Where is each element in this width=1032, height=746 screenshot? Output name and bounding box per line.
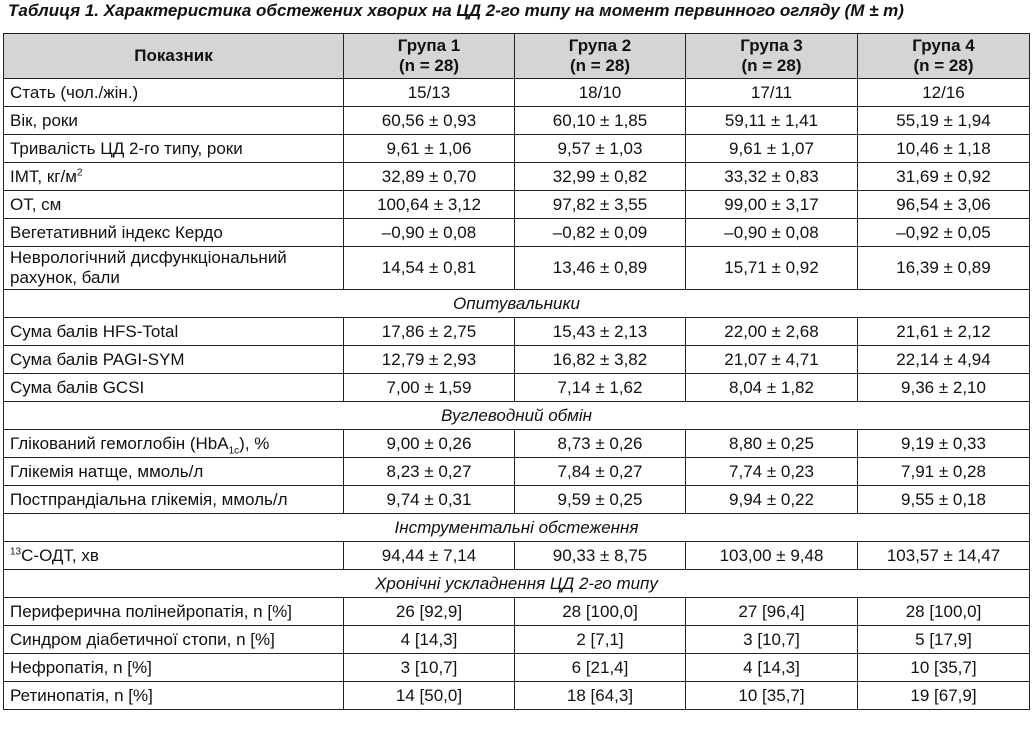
cell-value: 9,19 ± 0,33 [858, 430, 1030, 458]
row-label: Стать (чол./жін.) [4, 79, 344, 107]
header-group-4 [858, 34, 1030, 79]
row-label: Сума балів HFS-Total [4, 318, 344, 346]
header-group-n: (n = 28) [913, 56, 974, 75]
section-row-complications [4, 570, 1030, 598]
section-title: Інструментальні обстеження [4, 514, 1030, 542]
table-row-nephropathy [4, 654, 1030, 682]
row-label: Глікемія натще, ммоль/л [4, 458, 344, 486]
cell-value: 26 [92,9] [344, 598, 515, 626]
cell-value: –0,90 ± 0,08 [344, 219, 515, 247]
cell-value: 2 [7,1] [515, 626, 686, 654]
header-group-1 [344, 34, 515, 79]
cell-value: 97,82 ± 3,55 [515, 191, 686, 219]
table-row-polyneuropathy [4, 598, 1030, 626]
cell-value: 28 [100,0] [515, 598, 686, 626]
row-label [4, 430, 344, 458]
table-row-hfs [4, 318, 1030, 346]
cell-value: 17/11 [686, 79, 858, 107]
row-label: Синдром діабетичної стопи, n [%] [4, 626, 344, 654]
cell-value: 99,00 ± 3,17 [686, 191, 858, 219]
section-title: Хронічні ускладнення ЦД 2-го типу [4, 570, 1030, 598]
cell-value: 31,69 ± 0,92 [858, 163, 1030, 191]
cell-value: 3 [10,7] [344, 654, 515, 682]
cell-value: –0,82 ± 0,09 [515, 219, 686, 247]
section-title: Вуглеводний обмін [4, 402, 1030, 430]
cell-value: 7,74 ± 0,23 [686, 458, 858, 486]
table-row-bmi [4, 163, 1030, 191]
cell-value: 94,44 ± 7,14 [344, 542, 515, 570]
table-row-hba1c [4, 430, 1030, 458]
cell-value: 12/16 [858, 79, 1030, 107]
cell-value: 9,61 ± 1,06 [344, 135, 515, 163]
header-group-name: Група 2 [568, 36, 632, 55]
row-label: Тривалість ЦД 2-го типу, роки [4, 135, 344, 163]
row-label-line1: Неврологічний дисфункціональний [10, 248, 287, 267]
cell-value: 7,84 ± 0,27 [515, 458, 686, 486]
cell-value: 59,11 ± 1,41 [686, 107, 858, 135]
cell-value: 8,80 ± 0,25 [686, 430, 858, 458]
cell-value: 6 [21,4] [515, 654, 686, 682]
cell-value: 16,82 ± 3,82 [515, 346, 686, 374]
cell-value: 9,59 ± 0,25 [515, 486, 686, 514]
cell-value: 17,86 ± 2,75 [344, 318, 515, 346]
table-header-row [4, 34, 1030, 79]
row-label [4, 247, 344, 290]
cell-value: 7,91 ± 0,28 [858, 458, 1030, 486]
cell-value: 5 [17,9] [858, 626, 1030, 654]
cell-value: 9,55 ± 0,18 [858, 486, 1030, 514]
row-label-subscript: 1c [228, 444, 240, 456]
table-row-duration [4, 135, 1030, 163]
row-label: Сума балів GCSI [4, 374, 344, 402]
header-group-name: Група 1 [397, 36, 461, 55]
row-label-text-end: ), % [239, 433, 270, 453]
row-label-text: С-ОДТ, хв [21, 545, 99, 565]
cell-value: –0,90 ± 0,08 [686, 219, 858, 247]
table-row-kerdo [4, 219, 1030, 247]
cell-value: 55,19 ± 1,94 [858, 107, 1030, 135]
cell-value: 3 [10,7] [686, 626, 858, 654]
cell-value: 33,32 ± 0,83 [686, 163, 858, 191]
table-caption: Таблиця 1. Характеристика обстежених хворих на ЦД 2-го типу на момент первинного огляду (M ± m) [8, 1, 904, 20]
cell-value: 15,43 ± 2,13 [515, 318, 686, 346]
cell-value: 103,00 ± 9,48 [686, 542, 858, 570]
header-group-n: (n = 28) [741, 56, 802, 75]
row-label: Сума балів PAGI-SYM [4, 346, 344, 374]
cell-value: 13,46 ± 0,89 [515, 247, 686, 290]
row-label: Вік, роки [4, 107, 344, 135]
cell-value: 16,39 ± 0,89 [858, 247, 1030, 290]
cell-value: 10 [35,7] [858, 654, 1030, 682]
cell-value: 15,71 ± 0,92 [686, 247, 858, 290]
header-group-n: (n = 28) [399, 56, 459, 75]
row-label: Нефропатія, n [%] [4, 654, 344, 682]
section-row-carb [4, 402, 1030, 430]
cell-value: 15/13 [344, 79, 515, 107]
cell-value: 14 [50,0] [344, 682, 515, 710]
cell-value: 22,00 ± 2,68 [686, 318, 858, 346]
cell-value: 22,14 ± 4,94 [858, 346, 1030, 374]
table-row-breath-test [4, 542, 1030, 570]
table-row-waist [4, 191, 1030, 219]
cell-value: 4 [14,3] [344, 626, 515, 654]
table-row-pagi [4, 346, 1030, 374]
cell-value: 12,79 ± 2,93 [344, 346, 515, 374]
cell-value: 9,36 ± 2,10 [858, 374, 1030, 402]
row-label: Постпрандіальна глікемія, ммоль/л [4, 486, 344, 514]
table-row-age [4, 107, 1030, 135]
cell-value: 32,89 ± 0,70 [344, 163, 515, 191]
cell-value: 60,56 ± 0,93 [344, 107, 515, 135]
header-indicator: Показник [4, 34, 344, 79]
cell-value: 21,07 ± 4,71 [686, 346, 858, 374]
table-row-retinopathy [4, 682, 1030, 710]
row-label: Ретинопатія, n [%] [4, 682, 344, 710]
cell-value: 96,54 ± 3,06 [858, 191, 1030, 219]
header-group-n: (n = 28) [570, 56, 630, 75]
row-label-text: ІМТ, кг/м [10, 166, 77, 186]
cell-value: 4 [14,3] [686, 654, 858, 682]
cell-value: –0,92 ± 0,05 [858, 219, 1030, 247]
row-label: ОТ, см [4, 191, 344, 219]
row-label-text: Глікований гемоглобін (HbA [10, 433, 229, 453]
cell-value: 28 [100,0] [858, 598, 1030, 626]
cell-value: 90,33 ± 8,75 [515, 542, 686, 570]
cell-value: 7,00 ± 1,59 [344, 374, 515, 402]
cell-value: 10 [35,7] [686, 682, 858, 710]
cell-value: 60,10 ± 1,85 [515, 107, 686, 135]
table-row-gcsi [4, 374, 1030, 402]
cell-value: 8,73 ± 0,26 [515, 430, 686, 458]
row-label-line2: рахунок, бали [10, 268, 120, 287]
cell-value: 32,99 ± 0,82 [515, 163, 686, 191]
cell-value: 9,57 ± 1,03 [515, 135, 686, 163]
row-label-superscript: 2 [76, 166, 83, 178]
table-row-sex [4, 79, 1030, 107]
cell-value: 19 [67,9] [858, 682, 1030, 710]
cell-value: 21,61 ± 2,12 [858, 318, 1030, 346]
cell-value: 8,04 ± 1,82 [686, 374, 858, 402]
cell-value: 8,23 ± 0,27 [344, 458, 515, 486]
cell-value: 18 [64,3] [515, 682, 686, 710]
row-label [4, 163, 344, 191]
row-label: Вегетативний індекс Кердо [4, 219, 344, 247]
header-group-3 [686, 34, 858, 79]
cell-value: 9,00 ± 0,26 [344, 430, 515, 458]
cell-value: 18/10 [515, 79, 686, 107]
section-title: Опитувальники [4, 290, 1030, 318]
table-row-diabetic-foot [4, 626, 1030, 654]
header-group-2 [515, 34, 686, 79]
table-row-postprandial [4, 486, 1030, 514]
cell-value: 9,61 ± 1,07 [686, 135, 858, 163]
cell-value: 100,64 ± 3,12 [344, 191, 515, 219]
cell-value: 103,57 ± 14,47 [858, 542, 1030, 570]
cell-value: 14,54 ± 0,81 [344, 247, 515, 290]
cell-value: 10,46 ± 1,18 [858, 135, 1030, 163]
cell-value: 9,74 ± 0,31 [344, 486, 515, 514]
cell-value: 7,14 ± 1,62 [515, 374, 686, 402]
row-label-superscript: 13 [10, 545, 22, 557]
cell-value: 9,94 ± 0,22 [686, 486, 858, 514]
row-label [4, 542, 344, 570]
section-row-questionnaires [4, 290, 1030, 318]
header-group-name: Група 4 [912, 36, 975, 55]
header-group-name: Група 3 [740, 36, 803, 55]
patient-characteristics-table [3, 33, 1030, 710]
row-label: Периферична полінейропатія, n [%] [4, 598, 344, 626]
cell-value: 27 [96,4] [686, 598, 858, 626]
section-row-instrumental [4, 514, 1030, 542]
table-row-neuro [4, 247, 1030, 290]
table-row-fasting [4, 458, 1030, 486]
